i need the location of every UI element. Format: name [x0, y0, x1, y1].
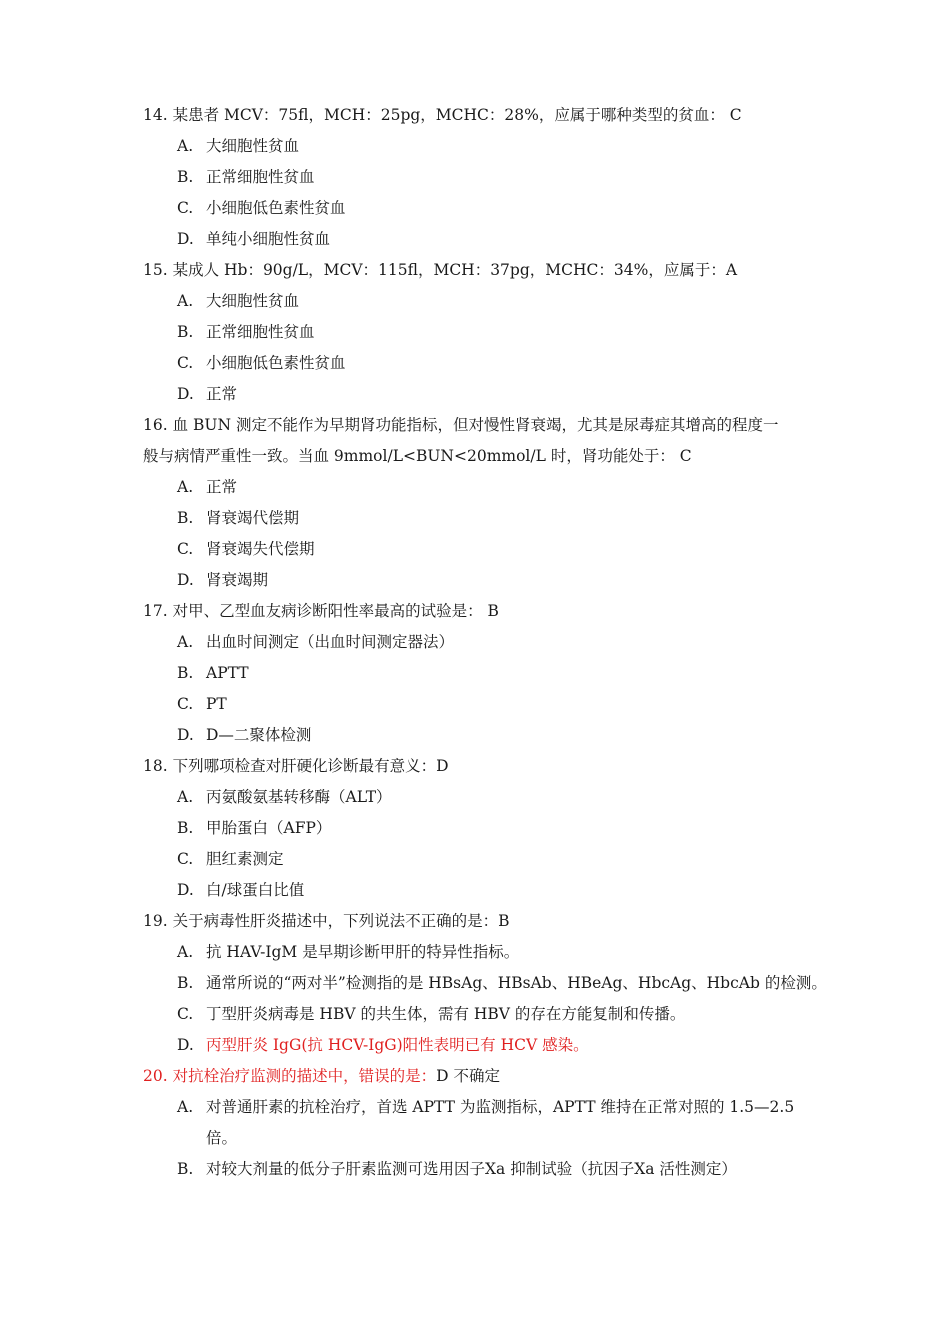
question-15-stem: 15. 某成人 Hb：90g/L，MCV：115fl，MCH：37pg，MCHC：34%，应属于：A: [143, 261, 738, 279]
option-text: 对较大剂量的低分子肝素监测可选用因子Ⅹa 抑制试验（抗因子Ⅹa 活性测定）: [206, 1160, 737, 1178]
option-20-a-continued: 倍。: [206, 1129, 238, 1147]
option-label: D.: [177, 881, 194, 899]
question-16-stem-continued: 般与病情严重性一致。当血 9mmol/L<BUN<20mmol/L 时，肾功能处于： C: [143, 447, 692, 465]
option-label: A.: [177, 633, 194, 651]
option-19-b: [143, 968, 827, 999]
option-text: 肾衰竭失代偿期: [206, 540, 315, 558]
option-16-b: [143, 503, 823, 534]
option-text: 出血时间测定（出血时间测定器法）: [206, 633, 455, 651]
option-text: 丙氨酸氨基转移酶（ALT）: [206, 788, 392, 806]
option-14-c: [143, 193, 823, 224]
option-14-a: [143, 131, 823, 162]
question-17-stem: 17. 对甲、乙型血友病诊断阳性率最高的试验是： B: [143, 602, 499, 620]
option-label: B.: [177, 1160, 194, 1178]
question-14-stem: 14. 某患者 MCV：75fl，MCH：25pg，MCHC：28%，应属于哪种类型的贫血： C: [143, 106, 742, 124]
option-16-d: [143, 565, 823, 596]
question-18-stem: 18. 下列哪项检查对肝硬化诊断最有意义：D: [143, 757, 449, 775]
question-20-stem: [143, 1061, 823, 1092]
question-list: [143, 100, 827, 1185]
option-18-d: [143, 875, 823, 906]
option-label: D.: [177, 230, 194, 248]
option-text-highlighted: 丙型肝炎 IgG(抗 HCV-IgG)阳性表明已有 HCV 感染。: [206, 1036, 589, 1054]
option-label: B.: [177, 664, 194, 682]
option-15-d: [143, 379, 823, 410]
option-14-b: [143, 162, 823, 193]
option-15-a: [143, 286, 823, 317]
option-text: 小细胞低色素性贫血: [206, 354, 346, 372]
option-label: A.: [177, 137, 194, 155]
option-17-b: [143, 658, 823, 689]
option-16-a: [143, 472, 823, 503]
option-18-a: [143, 782, 823, 813]
option-text: 小细胞低色素性贫血: [206, 199, 346, 217]
option-text: 肾衰竭代偿期: [206, 509, 300, 527]
option-label: B.: [177, 509, 194, 527]
option-17-c: [143, 689, 823, 720]
question-text-highlighted: 对抗栓治疗监测的描述中，错误的是：: [172, 1067, 437, 1085]
option-16-c: [143, 534, 823, 565]
option-label: D.: [177, 385, 194, 403]
option-17-a: [143, 627, 823, 658]
option-text: 正常: [206, 478, 238, 496]
option-label: A.: [177, 478, 194, 496]
option-label: B.: [177, 168, 194, 186]
option-text: 肾衰竭期: [206, 571, 269, 589]
answer-note: D 不确定: [436, 1067, 500, 1085]
option-label: C.: [177, 850, 194, 868]
option-label: A.: [177, 788, 194, 806]
option-text: 丁型肝炎病毒是 HBV 的共生体，需有 HBV 的存在方能复制和传播。: [206, 1005, 686, 1023]
option-20-b: [143, 1154, 823, 1185]
question-19-stem: 19. 关于病毒性肝炎描述中，下列说法不正确的是：B: [143, 912, 510, 930]
option-label: C.: [177, 1005, 194, 1023]
option-text: APTT: [206, 664, 249, 682]
option-label: A.: [177, 292, 194, 310]
option-text: 对普通肝素的抗栓治疗，首选 APTT 为监测指标，APTT 维持在正常对照的 1.5—2.5: [206, 1098, 795, 1116]
option-label: B.: [177, 323, 194, 341]
option-text: PT: [206, 695, 227, 713]
option-label: C.: [177, 695, 194, 713]
option-text: 正常细胞性贫血: [206, 168, 315, 186]
option-label: C.: [177, 540, 194, 558]
question-16-stem: 16. 血 BUN 测定不能作为早期肾功能指标，但对慢性肾衰竭，尤其是尿毒症其增高的程度一: [143, 416, 779, 434]
option-19-a: [143, 937, 823, 968]
option-19-d: [143, 1030, 823, 1061]
option-text: 甲胎蛋白（AFP）: [206, 819, 332, 837]
option-text: D—二聚体检测: [206, 726, 312, 744]
option-15-c: [143, 348, 823, 379]
option-label: C.: [177, 199, 194, 217]
option-15-b: [143, 317, 823, 348]
option-label: B.: [177, 974, 194, 992]
option-label: B.: [177, 819, 194, 837]
option-text: 大细胞性贫血: [206, 292, 300, 310]
option-text: 正常细胞性贫血: [206, 323, 315, 341]
option-text: 大细胞性贫血: [206, 137, 300, 155]
option-label: A.: [177, 1098, 194, 1116]
option-label: C.: [177, 354, 194, 372]
option-text: 胆红素测定: [206, 850, 284, 868]
option-text: 抗 HAV-IgM 是早期诊断甲肝的特异性指标。: [206, 943, 520, 961]
option-20-a: [143, 1092, 823, 1123]
option-18-b: [143, 813, 823, 844]
question-number: 20.: [143, 1067, 168, 1085]
option-18-c: [143, 844, 823, 875]
option-text: 正常: [206, 385, 238, 403]
option-label: D.: [177, 1036, 194, 1054]
option-text: 白/球蛋白比值: [206, 881, 305, 899]
option-label: D.: [177, 726, 194, 744]
option-17-d: [143, 720, 823, 751]
option-19-c: [143, 999, 823, 1030]
option-text: 单纯小细胞性贫血: [206, 230, 331, 248]
option-text: 通常所说的“两对半”检测指的是 HBsAg、HBsAb、HBeAg、HbcAg、HbcAb 的检测。: [206, 974, 827, 992]
option-14-d: [143, 224, 823, 255]
option-label: A.: [177, 943, 194, 961]
option-label: D.: [177, 571, 194, 589]
